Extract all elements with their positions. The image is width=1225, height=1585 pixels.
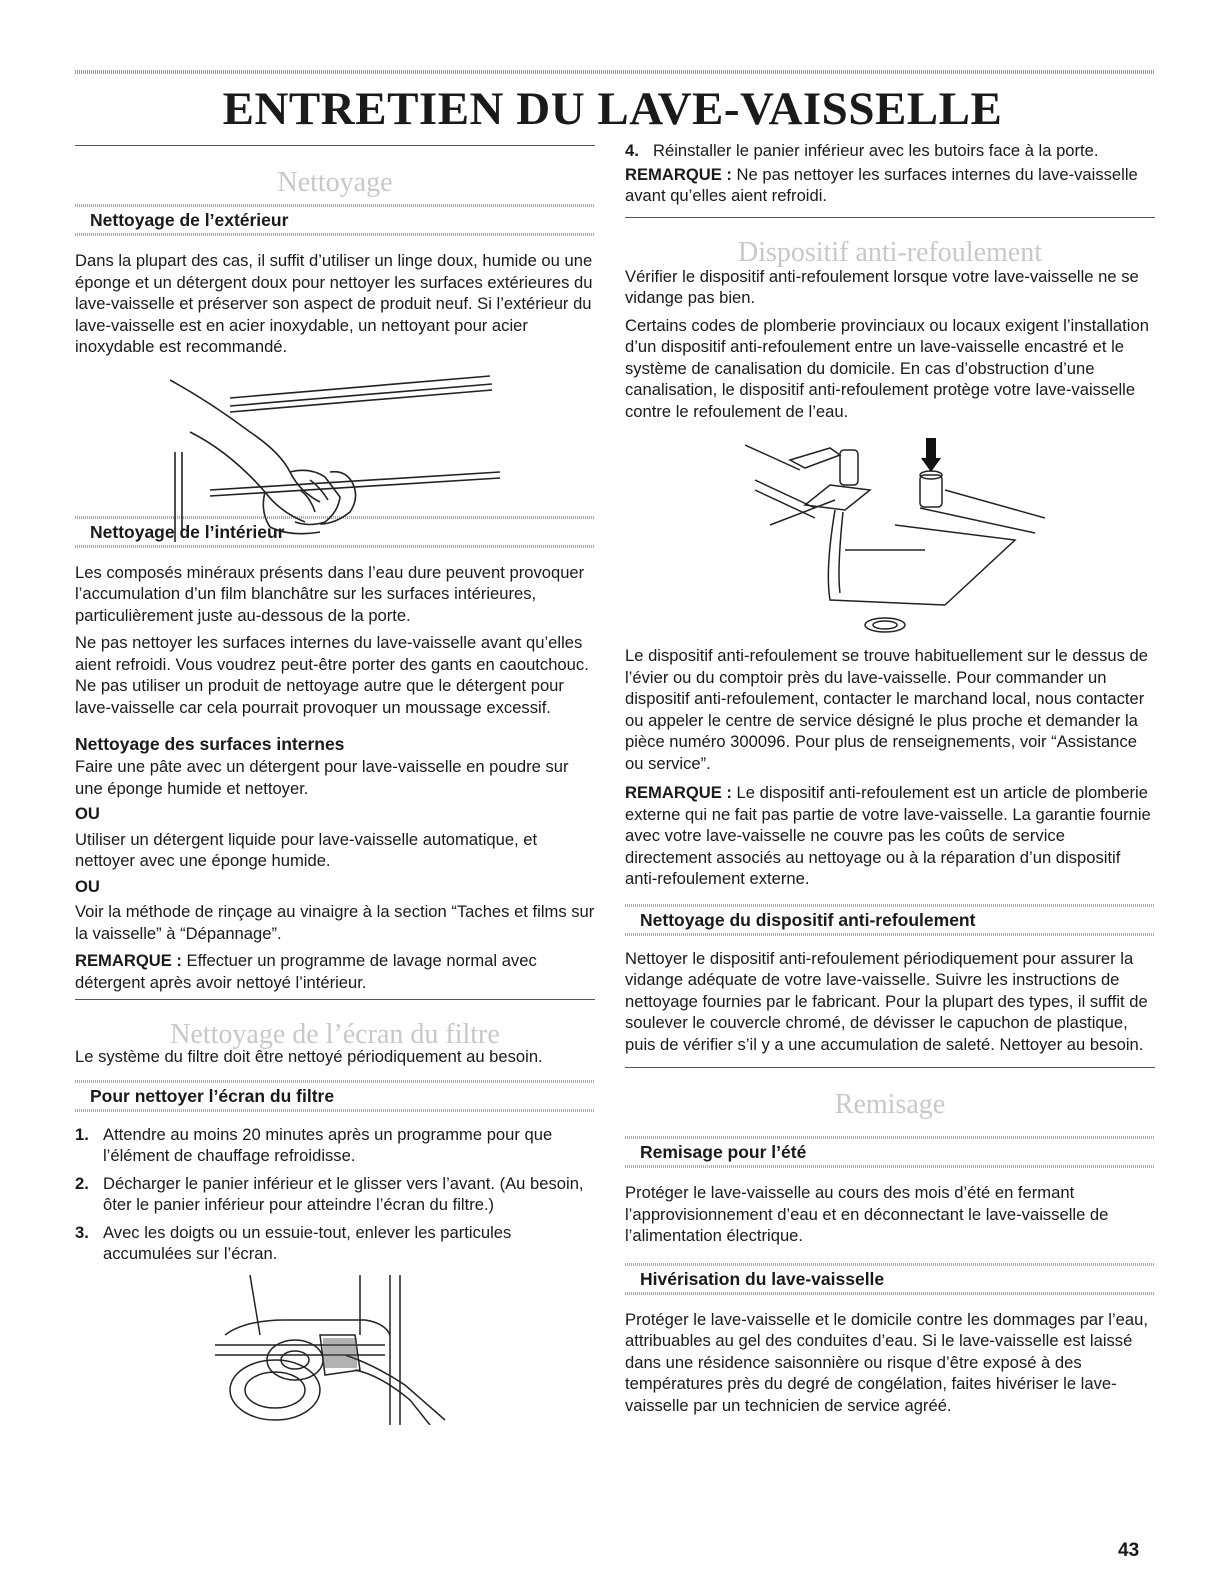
paragraph-surfaces-2: Utiliser un détergent liquide pour lave-vaisselle automatique, et nettoyer avec une éponge humide. (75, 829, 538, 870)
paragraph-interieur-1: Les composés minéraux présents dans l’eau dure peuvent provoquer l’accumulation d’un film blanchâtre sur les surfaces intérieures, particulièrement juste au-dessous de la porte. (75, 562, 585, 625)
paragraph-filtre-intro: Le système du filtre doit être nettoyé périodiquement au besoin. (75, 1047, 543, 1066)
list-item: 2. Décharger le panier inférieur et le glisser vers l’avant. (Au besoin, ôter le panier inférieur pour atteindre l’écran du filtre.) (75, 1173, 584, 1214)
sink-illustration (625, 422, 1155, 645)
subheading-filtre: Pour nettoyer l’écran du filtre (90, 1085, 335, 1106)
paragraph-ete: Protéger le lave-vaisselle au cours des mois d’été en fermant l’approvisionnement d’eau et en déconnectant le lave-vaisselle de l’alimentation électrique. (625, 1183, 1109, 1245)
ou-label: OU (75, 876, 100, 896)
subheading-surfaces: Nettoyage des surfaces internes (75, 734, 345, 754)
page-title: ENTRETIEN DU LAVE-VAISSELLE (222, 83, 1003, 135)
list-item: 1. Attendre au moins 20 minutes après un programme pour que l’élément de chauffage refroidisse. (75, 1124, 553, 1165)
page-number: 43 (1118, 1540, 1140, 1561)
filter-steps (75, 1124, 595, 1265)
step-4-list (625, 140, 1155, 162)
note-text: Ne pas nettoyer les surfaces internes du lave-vaisselle avant qu’elles aient refroidi. (625, 164, 1138, 205)
top-rule (75, 70, 1155, 74)
paragraph-surfaces-1: Faire une pâte avec un détergent pour lave-vaisselle en poudre sur une éponge humide et nettoyer. (75, 757, 569, 798)
note-label: REMARQUE : (625, 164, 732, 184)
section-heading-dispositif: Dispositif anti-refoulement (737, 236, 1043, 268)
note-top (625, 164, 1155, 207)
list-item: 3. Avec les doigts ou un essuie-tout, enlever les particules accumulées sur l’écran. (75, 1222, 512, 1263)
note-dispositif (625, 782, 1155, 890)
paragraph-interieur-2: Ne pas nettoyer les surfaces internes du lave-vaisselle avant qu’elles aient refroidi. Vous voudrez peut-être porter des gants en caoutchouc. Ne pas utiliser un produit de nettoyage autre que le détergent pour lave-vaisselle car cela pourrait provoquer un moussage excessif. (75, 633, 589, 717)
left-column (75, 140, 595, 1425)
paragraph-surfaces-3: Voir la méthode de rinçage au vinaigre à la section “Taches et films sur la vaisselle” à “Dépannage”. (75, 902, 595, 943)
subheading-exterieur: Nettoyage de l’extérieur (90, 210, 289, 230)
subheading-interieur: Nettoyage de l’intérieur (90, 521, 285, 542)
note-text: Effectuer un programme de lavage normal avec détergent après avoir nettoyé l’intérieur. (75, 951, 537, 992)
subheading-dispositif: Nettoyage du dispositif anti-refoulement (640, 909, 976, 930)
sink-air-gap-illustration (745, 430, 1045, 635)
paragraph-dispositif-3: Le dispositif anti-refoulement se trouve habituellement sur le dessus de l’évier ou du comptoir près du lave-vaisselle. Pour commander un dispositif anti-refoulement, contacter le marchand local, nous contacter ou appeler le centre de service désigné le plus proche et demander la pièce numéro 300096. Pour plus de renseignements, voir “Assistance ou service”. (625, 646, 1148, 773)
subheading-ete: Remisage pour l’été (640, 1142, 807, 1162)
paragraph-dispositif-1: Vérifier le dispositif anti-refoulement lorsque votre lave-vaisselle ne se vidange pas bien. (625, 266, 1139, 307)
paragraph-hiver: Protéger le lave-vaisselle et le domicile contre les dommages par l’eau, attribuables au gel des conduites d’eau. Si le lave-vaisselle est laissé dans une résidence saisonnière ou risque d’être exposé à des températures près du degré de congélation, faites hivériser le lave-vaisselle par un technicien de service agréé. (625, 1309, 1148, 1415)
section-heading-remisage: Remisage (834, 1089, 946, 1120)
note-label: REMARQUE : (625, 783, 732, 802)
subheading-hiver: Hivérisation du lave-vaisselle (640, 1268, 885, 1289)
filter-screen-illustration (205, 1275, 465, 1425)
paragraph-dispositif-2: Certains codes de plomberie provinciaux ou locaux exigent l’installation d’un dispositif anti-refoulement entre un lave-vaisselle encastré et le système de canalisation du domicile. En cas d’obstruction d’une canalisation, le dispositif anti-refoulement protège votre lave-vaisselle contre le refoulement de l’eau. (625, 315, 1149, 421)
filter-illustration (75, 1271, 595, 1425)
note-label: REMARQUE : (75, 951, 182, 970)
right-column (625, 140, 1155, 1416)
wipe-illustration (75, 358, 595, 512)
section-heading-nettoyage: Nettoyage (277, 167, 393, 198)
paragraph-dispositif-nettoyage: Nettoyer le dispositif anti-refoulement périodiquement pour assurer la vidange adéquate de votre lave-vaisselle. Suivre les instructions de nettoyage fournies par le fabricant. Pour la plupart des types, il suffit de soulever le couvercle chromé, de dévisser le capuchon de plastique, puis de vérifier s’il y a une accumulation de saleté. Nettoyer au besoin. (625, 948, 1148, 1054)
note-text: Le dispositif anti-refoulement est un article de plomberie externe qui ne fait pas partie de votre lave-vaisselle. La garantie fournie avec votre lave-vaisselle ne couvre pas les coûts de service directement associés au nettoyage ou à la réparation d’un dispositif anti-refoulement externe. (625, 783, 1151, 888)
paragraph-exterieur: Dans la plupart des cas, il suffit d’utiliser un linge doux, humide ou une éponge et un détergent doux pour nettoyer les surfaces extérieures du lave-vaisselle et préserver son aspect de produit neuf. Si l’extérieur du lave-vaisselle est en acier inoxydable, un nettoyant pour acier inoxydable est recommandé. (75, 251, 593, 356)
list-item: 4. Réinstaller le panier inférieur avec les butoirs face à la porte. (625, 141, 1099, 160)
section-heading-filtre: Nettoyage de l’écran du filtre (170, 1019, 500, 1050)
note-surfaces (75, 950, 595, 993)
ou-label: OU (75, 804, 100, 823)
